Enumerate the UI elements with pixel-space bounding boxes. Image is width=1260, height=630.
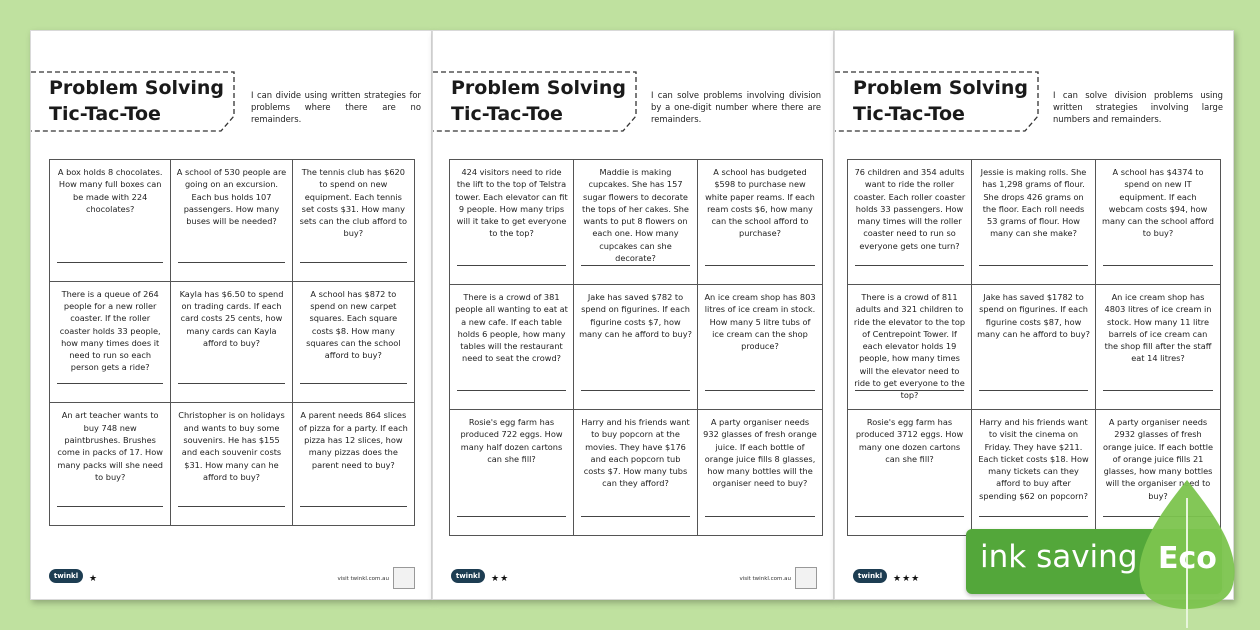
problem-cell — [171, 282, 292, 404]
problem-cell — [698, 160, 822, 285]
answer-line — [178, 262, 284, 263]
tic-tac-toe-grid — [449, 159, 823, 536]
problem-cell — [450, 285, 574, 410]
answer-line — [979, 516, 1088, 517]
twinkl-logo: twinkl — [49, 569, 83, 583]
problem-cell — [50, 282, 171, 404]
twinkl-logo: twinkl — [853, 569, 887, 583]
problem-text: The tennis club has $620 to spend on new equipment. Each tennis set costs $31. How many sets can the club afford to buy? — [299, 167, 408, 239]
problem-text: A school has budgeted $598 to purchase new white paper reams. If each ream costs $6, how many can the school afford to purchase? — [705, 167, 815, 239]
answer-line — [57, 506, 163, 507]
answer-line — [705, 516, 815, 517]
learning-objective: I can solve problems involving division by a one-digit number where there are remainders. — [651, 90, 821, 124]
title-line-2: Tic-Tac-Toe — [451, 103, 563, 125]
answer-line — [457, 265, 566, 266]
problem-cell — [848, 410, 972, 535]
answer-line — [178, 383, 284, 384]
site-url: visit twinkl.com.au — [739, 576, 791, 582]
problem-text: Jake has saved $1782 to spend on figurines. If each figurine costs $87, how many can he afford to buy? — [977, 292, 1090, 339]
problem-text: A party organiser needs 932 glasses of fresh orange juice. If each bottle of orange juice fills 8 glasses, how many bottles will the organiser need to buy? — [703, 417, 817, 489]
problem-cell — [1096, 285, 1220, 410]
answer-line — [581, 516, 690, 517]
problem-text: Kayla has $6.50 to spend on trading cards. If each card costs 25 cents, how many cards can Kayla afford to buy? — [179, 288, 284, 348]
problem-text: There is a queue of 264 people for a new roller coaster. If the roller coaster holds 33 people, how many times does it need to run so each person gets a ride? — [59, 288, 161, 373]
problem-cell — [698, 410, 822, 535]
problem-cell — [171, 160, 292, 282]
problem-cell — [972, 160, 1096, 285]
answer-line — [300, 262, 407, 263]
title-line-1: Problem Solving — [853, 77, 1029, 99]
title-line-2: Tic-Tac-Toe — [853, 103, 965, 125]
problem-cell — [574, 160, 698, 285]
problem-cell — [972, 285, 1096, 410]
title-box — [31, 71, 236, 132]
worksheet-title — [49, 75, 224, 127]
problem-cell — [450, 410, 574, 535]
answer-line — [581, 390, 690, 391]
problem-text: Harry and his friends want to buy popcorn at the movies. They have $176 and each popcorn tub costs $7. How many tubs can they afford? — [581, 417, 690, 489]
answer-line — [855, 516, 964, 517]
problem-cell — [972, 410, 1096, 535]
title-line-2: Tic-Tac-Toe — [49, 103, 161, 125]
problem-text: An ice cream shop has 803 litres of ice cream in stock. How many 5 litre tubs of ice cream can the shop produce? — [704, 292, 816, 352]
difficulty-stars: ★★ — [491, 574, 510, 584]
problem-cell — [293, 160, 414, 282]
title-box — [835, 71, 1040, 132]
problem-cell — [50, 160, 171, 282]
problem-text: 424 visitors need to ride the lift to the top of Telstra tower. Each elevator can fit 9 people. How many trips will it take to get everyone to the top? — [455, 167, 568, 239]
problem-text: Jessie is making rolls. She has 1,298 grams of flour. She drops 426 grams on the floor. Each roll needs 53 grams of flour. How many can she make? — [980, 167, 1087, 239]
problem-cell — [50, 403, 171, 525]
title-line-1: Problem Solving — [451, 77, 627, 99]
problem-text: A school has $872 to spend on new carpet squares. Each square costs $8. How many squares can the school afford to buy? — [306, 288, 401, 361]
problem-text: Maddie is making cupcakes. She has 157 sugar flowers to decorate the tops of her cakes. She wants to put 8 flowers on each one. How many cupcakes can she decorate? — [582, 167, 689, 264]
answer-line — [457, 516, 566, 517]
answer-line — [979, 390, 1088, 391]
answer-line — [855, 390, 964, 391]
problem-cell — [1096, 160, 1220, 285]
worksheet-page-2 — [432, 30, 834, 600]
planit-badge-icon — [393, 567, 415, 589]
problem-cell — [171, 403, 292, 525]
worksheet-title — [853, 75, 1028, 127]
tic-tac-toe-grid — [49, 159, 415, 526]
problem-text: A party organiser needs 2932 glasses of fresh orange juice. If each bottle of orange juice fills 21 glasses, how many bottles will the organiser need to buy? — [1102, 417, 1214, 501]
problem-cell — [848, 285, 972, 410]
worksheet-title — [451, 75, 626, 127]
answer-line — [57, 383, 163, 384]
problem-text: There is a crowd of 811 adults and 321 children to ride the elevator to the top of Centrepoint Tower. If each elevator holds 19 people, how many times will the elevator need to ride to get everyone to the top? — [853, 292, 966, 401]
problem-text: There is a crowd of 381 people all wanting to eat at a new cafe. If each table holds 6 people, how many tables will the restaurant need to seat the crowd? — [455, 292, 568, 364]
problem-cell — [574, 285, 698, 410]
problem-cell — [450, 160, 574, 285]
learning-objective: I can solve division problems using written strategies involving large numbers and remainders. — [1053, 90, 1223, 124]
difficulty-stars: ★★★ — [893, 574, 921, 584]
answer-line — [979, 265, 1088, 266]
problem-cell — [848, 160, 972, 285]
problem-text: An ice cream shop has 4803 litres of ice cream in stock. How many 11 litre barrels of ice cream can the shop fill after the staff eat 14 litres? — [1104, 292, 1212, 364]
answer-line — [581, 265, 690, 266]
twinkl-logo: twinkl — [451, 569, 485, 583]
problem-text: An art teacher wants to buy 748 new paintbrushes. Brushes come in packs of 17. How many packs will she need to buy? — [57, 410, 163, 482]
problem-cell — [574, 410, 698, 535]
problem-text: A parent needs 864 slices of pizza for a party. If each pizza has 12 slices, how many pizzas does the parent need to buy? — [298, 410, 408, 470]
problem-text: 76 children and 354 adults want to ride the roller coaster. Each roller coaster holds 33 passengers. How many times will the roller coaster need to run so everyone gets one turn? — [853, 167, 966, 251]
problem-cell — [698, 285, 822, 410]
title-box — [433, 71, 638, 132]
worksheet-page-1 — [30, 30, 432, 600]
site-url: visit twinkl.com.au — [337, 576, 389, 582]
answer-line — [705, 265, 815, 266]
problem-cell — [293, 403, 414, 525]
answer-line — [178, 506, 284, 507]
difficulty-stars: ★ — [89, 574, 99, 584]
answer-line — [855, 265, 964, 266]
problem-text: Rosie's egg farm has produced 3712 eggs. How many one dozen cartons can she fill? — [855, 417, 964, 464]
problem-text: A box holds 8 chocolates. How many full boxes can be made with 224 chocolates? — [57, 167, 163, 214]
answer-line — [300, 506, 407, 507]
problem-text: Christopher is on holidays and wants to buy some souvenirs. He has $155 and each souvenir costs $31. How many can he afford to buy? — [178, 410, 285, 482]
problem-text: Harry and his friends want to visit the cinema on Friday. They have $211. Each ticket costs $18. How many tickets can they afford to buy after spending $62 on popcorn? — [978, 417, 1089, 501]
problem-text: A school of 530 people are going on an excursion. Each bus holds 107 passengers. How many buses will be needed? — [176, 167, 287, 227]
answer-line — [57, 262, 163, 263]
problem-text: Jake has saved $782 to spend on figurines. If each figurine costs $7, how many can he afford to buy? — [579, 292, 692, 339]
learning-objective: I can divide using written strategies for problems where there are no remainders. — [251, 90, 421, 124]
problem-text: Rosie's egg farm has produced 722 eggs. How many half dozen cartons can she fill? — [460, 417, 563, 464]
answer-line — [300, 383, 407, 384]
answer-line — [1103, 390, 1213, 391]
eco-label: Eco — [1158, 541, 1217, 576]
ink-saving-text: ink saving — [980, 539, 1138, 575]
title-line-1: Problem Solving — [49, 77, 225, 99]
answer-line — [705, 390, 815, 391]
problem-text: A school has $4374 to spend on new IT equipment. If each webcam costs $94, how many can the school afford to buy? — [1102, 167, 1214, 239]
problem-cell — [293, 282, 414, 404]
answer-line — [457, 390, 566, 391]
planit-badge-icon — [795, 567, 817, 589]
answer-line — [1103, 265, 1213, 266]
